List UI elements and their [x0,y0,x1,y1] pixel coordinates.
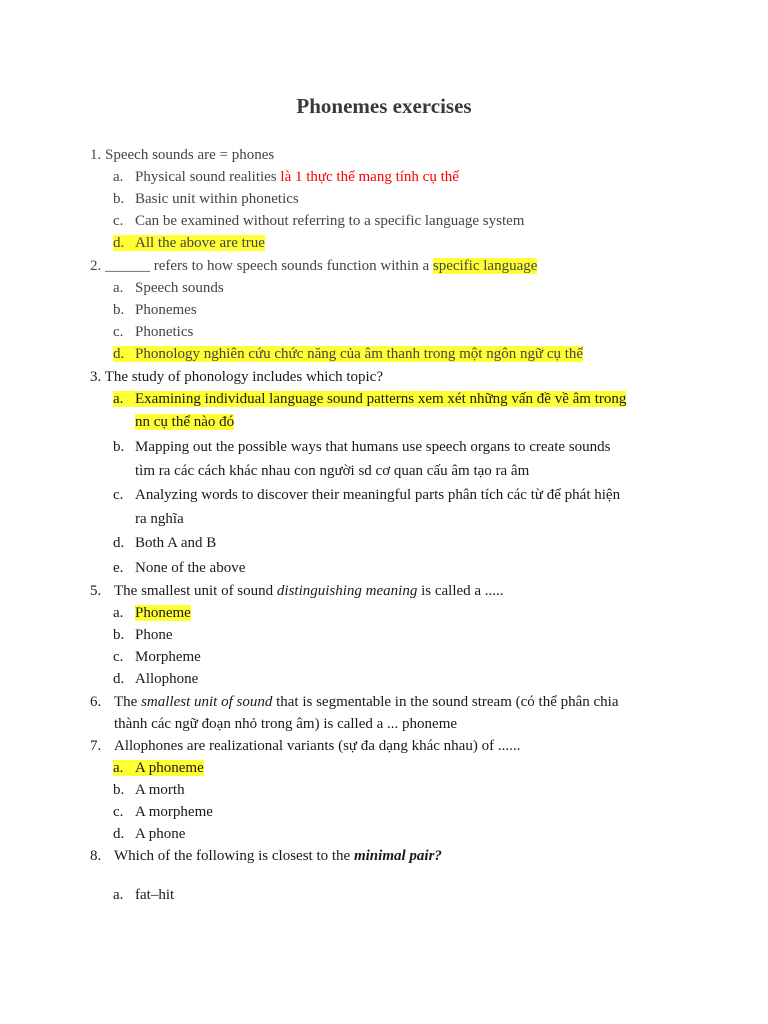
option-marker: c. [113,649,124,665]
option-text: Phone [135,627,173,643]
option-text: Phonetics [135,324,194,340]
stem-text: Allophones are realizational variants (sự đa dạng khác nhau) of ...... [114,738,521,754]
question-3-stem: 3. The study of phonology includes which topic? [90,369,384,385]
option-text: fat–hit [135,887,175,903]
option-marker: d. [113,826,125,842]
q3-option-d [113,533,216,553]
q2-option-c [113,322,193,342]
option-marker: c. [113,804,124,820]
q2-option-a [113,278,224,298]
question-number: 6. [90,694,102,710]
q1-option-b [113,189,299,209]
option-marker: d. [113,671,125,687]
q1-option-d [113,233,265,253]
stem-text: that is segmentable in the sound stream (có thể phân chia [272,694,619,710]
q5-option-d [113,669,198,689]
option-text: Phoneme [135,605,191,621]
stem-text: is called a ..... [417,583,504,599]
stem-emphasis: minimal pair? [353,848,442,864]
option-marker: d. [113,346,125,362]
q5-option-b [113,625,173,645]
option-text: A phoneme [135,760,204,776]
question-7-stem [90,736,520,756]
stem-text: The [114,694,142,710]
option-marker: b. [113,627,125,643]
option-note: là 1 thực thể mang tính cụ thể [280,169,459,185]
q3-option-b-cont: tìm ra các cách khác nhau con người sd cơ quan cấu âm tạo ra âm [135,463,530,479]
option-text: Both A and B [135,535,217,551]
stem-text: Which of the following is closest to the [114,848,354,864]
option-marker: a. [113,605,124,621]
q5-option-c [113,647,201,667]
option-marker: e. [113,560,124,576]
option-text: A morpheme [135,804,213,820]
question-5-stem [90,581,504,601]
stem-text: 2. ______ refers to how speech sounds function within a [90,258,433,274]
q3-option-e [113,558,245,578]
option-marker: a. [113,760,124,776]
q7-option-a [113,758,204,778]
q8-option-a [113,885,174,905]
option-marker: b. [113,191,125,207]
q5-option-a [113,603,191,623]
option-marker: a. [113,280,124,296]
question-2-stem [90,256,537,276]
option-marker: c. [113,487,124,503]
q1-option-a [113,167,459,187]
q7-option-d [113,824,185,844]
option-text: nn cụ thể nào đó [135,414,235,430]
q1-option-c [113,211,524,231]
option-marker: b. [113,302,125,318]
stem-text: The smallest unit of sound [114,583,277,599]
question-number: 5. [90,583,102,599]
q3-option-b [113,437,610,457]
option-text: Phonemes [135,302,197,318]
q3-option-c [113,485,620,505]
q7-option-c [113,802,213,822]
option-marker: d. [113,535,125,551]
q2-option-b [113,300,197,320]
option-text: A morth [135,782,185,798]
option-marker: d. [113,235,125,251]
option-marker: b. [113,439,125,455]
question-number: 7. [90,738,102,754]
option-text: Can be examined without referring to a specific language system [135,213,525,229]
stem-emphasis: smallest unit of sound [141,694,273,710]
option-text: Speech sounds [135,280,224,296]
q7-option-b [113,780,185,800]
question-6-stem-cont: thành các ngữ đoạn nhỏ trong âm) is called a ... phoneme [114,716,458,732]
option-marker: c. [113,213,124,229]
option-text: Allophone [135,671,199,687]
q3-option-c-cont: ra nghĩa [135,511,184,527]
stem-emphasis: distinguishing meaning [276,583,418,599]
document-title: Phonemes exercises [296,94,472,118]
option-text: Physical sound realities [135,169,281,185]
option-text: Mapping out the possible ways that humans use speech organs to create sounds [135,439,611,455]
question-8-stem [90,846,442,866]
q3-option-a [113,389,626,409]
option-text: A phone [135,826,186,842]
question-number: 8. [90,848,102,864]
option-marker: b. [113,782,125,798]
option-text: Phonology nghiên cứu chức năng của âm thanh trong một ngôn ngữ cụ thể [135,346,584,362]
option-text: Examining individual language sound patterns xem xét những vấn đề về âm trong [135,391,627,407]
option-text: Morpheme [135,649,201,665]
option-marker: a. [113,391,124,407]
option-marker: c. [113,324,124,340]
q3-option-a-cont [135,412,234,432]
stem-highlight: specific language [432,258,538,274]
option-marker: a. [113,169,124,185]
q2-option-d [113,344,583,364]
question-1-stem: 1. Speech sounds are = phones [90,147,275,163]
question-6-stem [90,692,619,712]
option-text: None of the above [135,560,246,576]
option-text: All the above are true [135,235,265,251]
option-text: Analyzing words to discover their meaningful parts phân tích các từ để phát hiện [135,487,621,503]
option-marker: a. [113,887,124,903]
option-text: Basic unit within phonetics [135,191,299,207]
